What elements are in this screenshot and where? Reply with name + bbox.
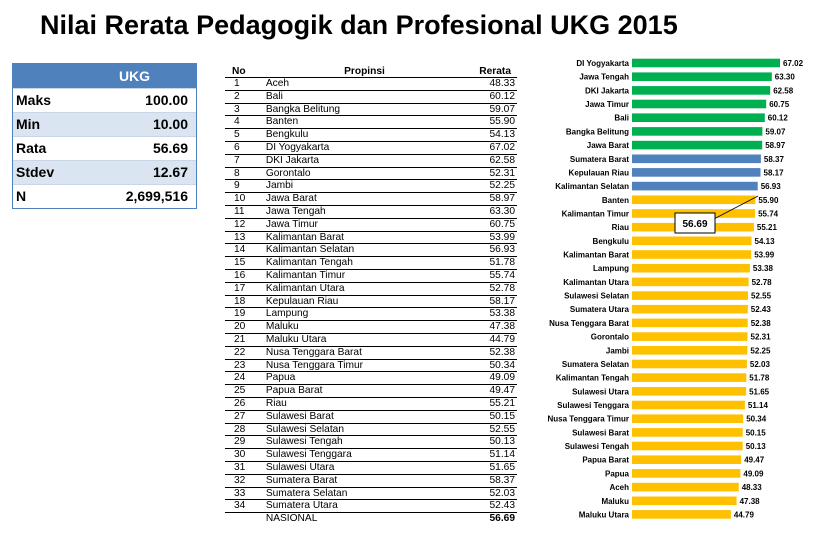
category-label: Banten	[601, 195, 629, 205]
table-row	[225, 90, 517, 103]
category-label: Jambi	[605, 346, 629, 356]
row-no: 5	[225, 129, 266, 142]
ukg-summary-rows	[13, 88, 196, 208]
row-province: Sumatera Utara	[266, 500, 463, 513]
bar-maluku	[632, 497, 737, 506]
row-value: 48.33	[463, 78, 517, 91]
category-label: Kalimantan Barat	[563, 250, 629, 260]
table-row	[225, 193, 517, 206]
bar-kalimantan-barat	[632, 250, 751, 259]
row-no: 13	[225, 231, 266, 244]
row-province: Sulawesi Tengah	[266, 436, 463, 449]
table-row	[225, 218, 517, 231]
row-province: Sumatera Barat	[266, 474, 463, 487]
value-label: 52.31	[750, 332, 771, 342]
ukg-summary-label: N	[16, 188, 27, 204]
ukg-summary-value: 100.00	[145, 92, 188, 108]
row-province: Aceh	[266, 78, 463, 91]
row-province: Nusa Tenggara Timur	[266, 359, 463, 372]
row-no: 17	[225, 282, 266, 295]
row-value: 52.38	[463, 346, 517, 359]
ukg-summary-label: Stdev	[16, 164, 55, 180]
category-label: Jawa Barat	[586, 141, 629, 151]
bar-jambi	[632, 346, 747, 355]
table-row	[225, 372, 517, 385]
value-label: 58.37	[763, 154, 784, 164]
bar-nusa-tenggara-barat	[632, 319, 748, 328]
row-value: 50.15	[463, 410, 517, 423]
value-label: 58.17	[763, 168, 784, 178]
row-province: Kepulauan Riau	[266, 295, 463, 308]
row-no: 2	[225, 90, 266, 103]
bar-bali	[632, 113, 765, 122]
category-label: Kalimantan Timur	[561, 209, 629, 219]
row-value: 58.97	[463, 193, 517, 206]
row-no: 24	[225, 372, 266, 385]
row-province: NASIONAL	[265, 513, 318, 525]
row-no: 9	[225, 180, 266, 193]
value-label: 51.65	[749, 387, 770, 397]
row-no: 32	[225, 474, 266, 487]
table-row	[225, 487, 517, 500]
table-row	[225, 474, 517, 487]
value-label: 55.21	[756, 223, 777, 233]
row-value: 50.34	[463, 359, 517, 372]
table-row	[225, 244, 517, 257]
row-province: Banten	[266, 116, 463, 129]
table-row	[225, 295, 517, 308]
row-no: 7	[225, 154, 266, 167]
row-value: 59.07	[463, 103, 517, 116]
row-no: 1	[225, 78, 266, 91]
row-province: Sumatera Selatan	[266, 487, 463, 500]
table-row	[225, 103, 517, 116]
row-no: 3	[225, 103, 266, 116]
value-label: 55.90	[758, 195, 779, 205]
value-label: 58.97	[765, 141, 786, 151]
row-province: Maluku	[266, 321, 463, 334]
bar-sulawesi-tenggara	[632, 401, 745, 410]
category-label: Aceh	[609, 483, 629, 493]
bar-di-yogyakarta	[632, 59, 780, 68]
row-no: 18	[225, 295, 266, 308]
row-value: 52.78	[463, 282, 517, 295]
table-row	[225, 231, 517, 244]
row-province: Lampung	[266, 308, 463, 321]
value-label: 56.93	[760, 182, 781, 192]
row-value: 52.55	[463, 423, 517, 436]
row-value: 52.03	[463, 487, 517, 500]
value-label: 52.55	[751, 291, 772, 301]
value-label: 67.02	[783, 59, 804, 68]
row-value: 51.65	[463, 461, 517, 474]
row-no: 16	[225, 269, 266, 282]
category-label: Sumatera Selatan	[561, 360, 629, 369]
value-label: 48.33	[741, 483, 762, 493]
value-label: 49.47	[744, 455, 765, 465]
row-no: 12	[225, 218, 266, 231]
ukg-summary-value: 10.00	[152, 116, 188, 132]
table-row	[225, 308, 517, 321]
row-no: 30	[225, 449, 266, 462]
value-label: 51.14	[747, 401, 768, 410]
row-province: Bali	[266, 90, 463, 103]
table-row	[225, 410, 517, 423]
category-label: Papua Barat	[582, 455, 629, 465]
category-label: Lampung	[593, 264, 629, 274]
table-row	[225, 359, 517, 372]
row-no: 20	[225, 321, 266, 334]
row-province: Gorontalo	[266, 167, 463, 180]
row-province: Jawa Timur	[266, 218, 463, 231]
bar-dki-jakarta	[632, 86, 770, 95]
table-row	[225, 385, 517, 398]
bar-papua	[632, 469, 740, 478]
row-value: 49.47	[463, 385, 517, 398]
row-value: 47.38	[463, 321, 517, 334]
value-label: 44.79	[733, 510, 754, 520]
row-province: Kalimantan Timur	[266, 269, 463, 282]
table-row	[225, 205, 517, 218]
table-row	[225, 346, 517, 359]
value-label: 60.75	[769, 100, 790, 109]
bar-sulawesi-barat	[632, 428, 743, 437]
category-label: Papua	[604, 469, 629, 479]
category-label: Riau	[611, 223, 629, 233]
row-value: 55.21	[463, 397, 517, 410]
value-label: 54.13	[754, 236, 775, 246]
category-label: Sulawesi Utara	[572, 387, 629, 397]
table-row	[225, 449, 517, 462]
table-row	[225, 282, 517, 295]
row-province: Bangka Belitung	[266, 103, 463, 116]
value-label: 55.74	[758, 209, 779, 219]
bar-kalimantan-utara	[632, 278, 749, 287]
bar-sulawesi-utara	[632, 387, 746, 396]
row-province: Jawa Barat	[266, 193, 463, 206]
table-row	[225, 180, 517, 193]
category-label: Sulawesi Barat	[572, 428, 629, 438]
bar-jawa-barat	[632, 141, 762, 150]
bar-kalimantan-selatan	[632, 182, 758, 191]
row-value: 58.17	[463, 295, 517, 308]
row-province: DI Yogyakarta	[266, 141, 463, 154]
row-value: 51.78	[463, 257, 517, 270]
value-label: 60.12	[767, 113, 788, 123]
header-value: Rerata	[463, 66, 517, 78]
bar-nusa-tenggara-timur	[632, 414, 743, 423]
row-no: 21	[225, 333, 266, 346]
bar-kepulauan-riau	[632, 168, 761, 177]
value-label: 59.07	[765, 127, 786, 137]
row-province: Kalimantan Barat	[266, 231, 463, 244]
average-callout-label: 56.69	[682, 219, 708, 230]
row-value: 55.74	[463, 269, 517, 282]
table-row	[225, 500, 517, 513]
row-value: 60.75	[463, 218, 517, 231]
category-label: Kalimantan Selatan	[555, 182, 629, 192]
row-no: 4	[225, 116, 266, 129]
table-row	[225, 167, 517, 180]
row-no: 14	[225, 244, 266, 257]
row-province: Bengkulu	[266, 129, 463, 142]
ukg-summary-row	[13, 160, 196, 184]
ukg-summary-label: Min	[16, 116, 41, 132]
value-label: 52.03	[749, 360, 770, 369]
category-label: Bengkulu	[592, 236, 629, 246]
row-value: 51.14	[463, 449, 517, 462]
table-row	[225, 423, 517, 436]
row-no: 31	[225, 461, 266, 474]
bar-maluku-utara	[632, 510, 731, 519]
province-bar-chart	[520, 50, 818, 532]
bar-sumatera-barat	[632, 155, 761, 164]
category-label: Sumatera Utara	[569, 305, 629, 315]
row-no: 27	[225, 410, 266, 423]
ukg-summary-value: 2,699,516	[125, 188, 188, 204]
row-province: DKI Jakarta	[266, 154, 463, 167]
row-no: 6	[225, 141, 266, 154]
row-province: Kalimantan Utara	[266, 282, 463, 295]
table-row	[225, 154, 517, 167]
bar-bangka-belitung	[632, 127, 762, 136]
category-label: Nusa Tenggara Timur	[547, 414, 629, 424]
row-no: 15	[225, 257, 266, 270]
row-value: 60.12	[463, 90, 517, 103]
bar-sumatera-utara	[632, 305, 748, 314]
ukg-summary-row	[13, 136, 196, 160]
row-value: 52.31	[463, 167, 517, 180]
bar-aceh	[632, 483, 739, 492]
row-no: 26	[225, 397, 266, 410]
bar-bengkulu	[632, 237, 752, 246]
row-no: 23	[225, 359, 266, 372]
row-value: 67.02	[463, 141, 517, 154]
province-table-header	[225, 66, 517, 78]
row-no: 19	[225, 308, 266, 321]
table-row	[225, 461, 517, 474]
row-no: 25	[225, 385, 266, 398]
category-label: Kalimantan Utara	[563, 277, 629, 287]
row-province: Sulawesi Utara	[266, 461, 463, 474]
row-province: Nusa Tenggara Barat	[266, 346, 463, 359]
category-label: Bangka Belitung	[565, 127, 629, 137]
row-value: 52.43	[463, 500, 517, 513]
bar-gorontalo	[632, 332, 748, 341]
row-province: Jambi	[266, 180, 463, 193]
row-value: 58.37	[463, 474, 517, 487]
category-label: DKI Jakarta	[584, 86, 629, 96]
header-province: Propinsi	[266, 66, 463, 78]
value-label: 50.15	[745, 428, 766, 438]
row-no: 22	[225, 346, 266, 359]
header-no: No	[225, 66, 266, 78]
category-label: Bali	[614, 113, 629, 123]
row-province: Riau	[266, 397, 463, 410]
ukg-summary-label: Maks	[16, 92, 52, 108]
value-label: 62.58	[773, 86, 794, 96]
row-value: 53.99	[463, 231, 517, 244]
category-label: Jawa Timur	[585, 100, 629, 109]
row-value: 44.79	[463, 333, 517, 346]
bar-jawa-timur	[632, 100, 766, 109]
row-value: 54.13	[463, 129, 517, 142]
bar-banten	[632, 196, 755, 205]
ukg-summary-row	[13, 184, 196, 208]
value-label: 52.25	[750, 346, 771, 356]
row-value: 56.69	[489, 513, 515, 525]
table-row	[225, 321, 517, 334]
row-value: 53.38	[463, 308, 517, 321]
row-value: 52.25	[463, 180, 517, 193]
row-province: Papua Barat	[266, 385, 463, 398]
bar-sumatera-selatan	[632, 360, 747, 369]
row-province: Sulawesi Selatan	[266, 423, 463, 436]
row-value: 56.93	[463, 244, 517, 257]
value-label: 51.78	[749, 373, 770, 383]
row-no: 28	[225, 423, 266, 436]
row-province: Kalimantan Selatan	[266, 244, 463, 257]
category-label: Jawa Tengah	[579, 72, 629, 82]
value-label: 49.09	[743, 469, 764, 479]
page-title: Nilai Rerata Pedagogik dan Profesional UKG 2015	[40, 10, 678, 40]
bar-sulawesi-selatan	[632, 291, 748, 300]
table-row	[225, 436, 517, 449]
row-province: Papua	[266, 372, 463, 385]
row-no: 11	[225, 205, 266, 218]
category-label: Gorontalo	[590, 332, 629, 342]
table-row	[225, 397, 517, 410]
category-label: Sulawesi Tenggara	[557, 401, 629, 410]
ukg-summary-label: Rata	[16, 140, 47, 156]
row-no: 29	[225, 436, 266, 449]
value-label: 52.38	[750, 318, 771, 328]
bar-sulawesi-tengah	[632, 442, 743, 451]
category-label: Kepulauan Riau	[568, 168, 629, 178]
category-label: Maluku	[601, 496, 629, 506]
table-row	[225, 129, 517, 142]
value-label: 52.78	[751, 277, 772, 287]
table-row	[225, 78, 517, 91]
ukg-summary-box	[12, 63, 197, 209]
value-label: 53.38	[752, 264, 773, 274]
value-label: 63.30	[774, 72, 795, 82]
category-label: DI Yogyakarta	[576, 59, 629, 68]
table-row	[225, 116, 517, 129]
value-label: 47.38	[739, 496, 760, 506]
row-no: 10	[225, 193, 266, 206]
row-province: Sulawesi Tenggara	[266, 449, 463, 462]
category-label: Kalimantan Tengah	[555, 373, 629, 383]
ukg-summary-row	[13, 88, 196, 112]
value-label: 52.43	[750, 305, 771, 315]
row-no: 34	[225, 500, 266, 513]
category-label: Nusa Tenggara Barat	[549, 318, 629, 328]
table-row	[225, 513, 517, 525]
ukg-summary-header: UKG	[13, 64, 196, 88]
ukg-summary-value: 12.67	[152, 164, 188, 180]
row-no: 33	[225, 487, 266, 500]
row-value: 63.30	[463, 205, 517, 218]
row-value: 55.90	[463, 116, 517, 129]
bar-lampung	[632, 264, 750, 273]
row-value: 62.58	[463, 154, 517, 167]
bar-jawa-tengah	[632, 72, 772, 81]
row-value: 49.09	[463, 372, 517, 385]
table-row	[225, 141, 517, 154]
row-province: Sulawesi Barat	[266, 410, 463, 423]
value-label: 50.13	[745, 442, 766, 451]
ukg-summary-value: 56.69	[152, 140, 188, 156]
row-province: Maluku Utara	[266, 333, 463, 346]
row-no	[225, 513, 266, 525]
bar-kalimantan-tengah	[632, 373, 746, 382]
value-label: 50.34	[746, 414, 767, 424]
row-value: 50.13	[463, 436, 517, 449]
ukg-summary-row	[13, 112, 196, 136]
category-label: Sulawesi Selatan	[564, 291, 629, 301]
row-province: Jawa Tengah	[266, 205, 463, 218]
province-table	[225, 66, 517, 525]
value-label: 53.99	[754, 250, 775, 260]
row-no: 8	[225, 167, 266, 180]
table-row	[225, 257, 517, 270]
category-label: Maluku Utara	[578, 510, 629, 520]
category-label: Sulawesi Tengah	[564, 442, 629, 451]
table-row	[225, 333, 517, 346]
category-label: Sumatera Barat	[569, 154, 629, 164]
table-row	[225, 269, 517, 282]
row-province: Kalimantan Tengah	[266, 257, 463, 270]
bar-papua-barat	[632, 455, 741, 464]
